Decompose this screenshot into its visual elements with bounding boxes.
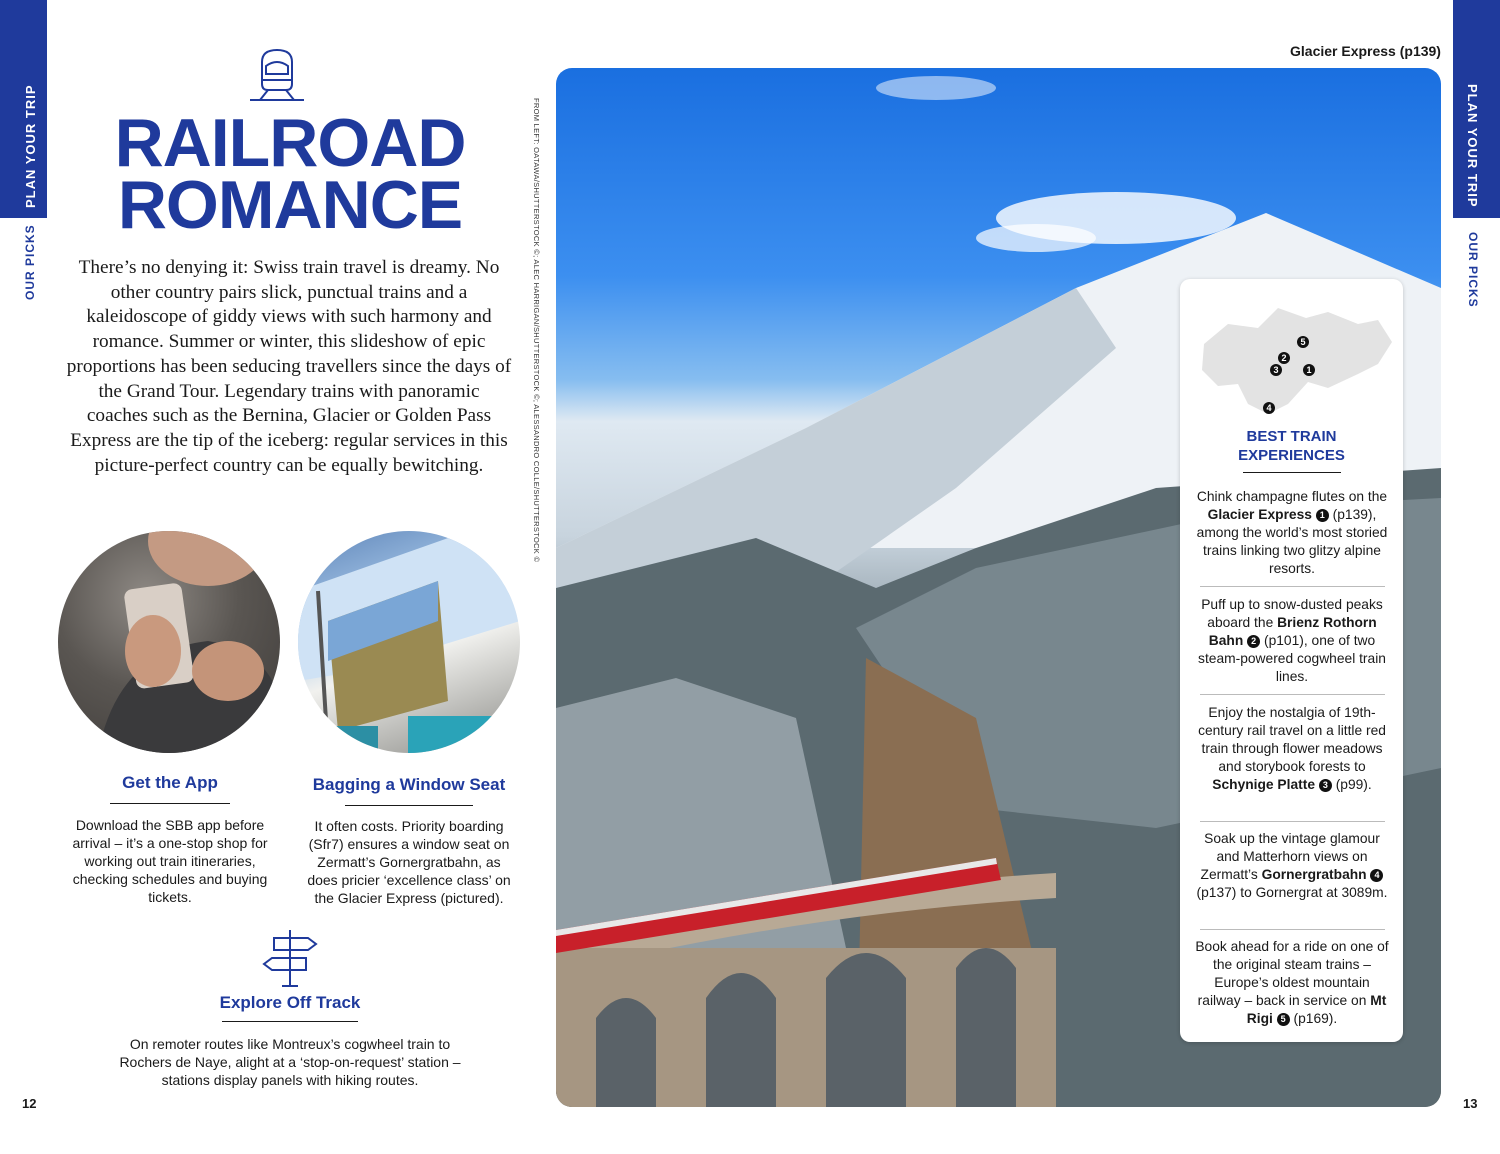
feature-heading-off-track: Explore Off Track: [219, 993, 361, 1012]
experience-item-5: Book ahead for a ride on one of the original steam trains – Europe’s oldest mountain railway – back in service on Mt Rigi 5 (p169).: [1195, 939, 1389, 1026]
experience-item-3: Enjoy the nostalgia of 19th-century rail travel on a little red train through flower meadows and storybook forests to Schynige Platte 3 (p99).: [1198, 705, 1386, 792]
item-separator: [1200, 821, 1385, 822]
feature-text-window-seat: It often costs. Priority boarding (Sfr7) ensures a window seat on Zermatt’s Gornergratbahn, as does pricier ‘excellence class’ on the Glacier Express (pictured).: [307, 818, 511, 906]
feature-text-off-track: On remoter routes like Montreux’s cogwheel train to Rochers de Naye, alight at a ‘stop-on-request’ station – stations display panels with hiking routes.: [119, 1036, 461, 1088]
map-marker-2: 2: [1281, 353, 1287, 363]
card-heading-line-2: EXPERIENCES: [1238, 447, 1345, 464]
card-heading-divider: [1243, 472, 1341, 473]
map-marker-4: 4: [1266, 403, 1272, 413]
switzerland-map: [1188, 294, 1396, 420]
section-label-left: OUR PICKS: [23, 224, 37, 300]
page-number-left: 12: [22, 1096, 37, 1111]
item-separator: [1200, 586, 1385, 587]
marker-2-icon: 2: [1247, 635, 1260, 648]
feature-divider: [345, 805, 473, 806]
photo-phone-user: [58, 531, 280, 753]
item-separator: [1200, 929, 1385, 930]
experience-item-2: Puff up to snow-dusted peaks aboard the Brienz Rothorn Bahn 2 (p101), one of two steam-powered cogwheel train lines.: [1198, 597, 1386, 684]
page-title: [60, 105, 520, 243]
card-heading: [1180, 427, 1403, 465]
feature-divider: [222, 1021, 358, 1022]
map-marker-1: 1: [1306, 365, 1312, 375]
train-icon: [248, 44, 306, 102]
page-number-right: 13: [1463, 1096, 1478, 1111]
item-separator: [1200, 694, 1385, 695]
title-line-2: ROMANCE: [117, 167, 463, 243]
photo-caption: Glacier Express (p139): [1290, 43, 1441, 59]
side-tab-left: [0, 0, 47, 218]
marker-5-icon: 5: [1277, 1013, 1290, 1026]
marker-1-icon: 1: [1316, 509, 1329, 522]
card-heading-line-1: BEST TRAIN: [1246, 428, 1337, 445]
feature-heading-window-seat: Bagging a Window Seat: [312, 775, 506, 794]
photo-panoramic-coach: [298, 531, 520, 753]
experience-item-4: Soak up the vintage glamour and Matterhorn views on Zermatt’s Gornergratbahn 4 (p137) to Gornergrat at 3089m.: [1196, 831, 1388, 900]
feature-text-app: Download the SBB app before arrival – it’s a one-stop shop for working out train itineraries, checking schedules and buying tickets.: [72, 817, 268, 905]
photo-credit: FROM LEFT: OATAWA/SHUTTERSTOCK ©; ALEC HARRIGAN/SHUTTERSTOCK ©; ALESSANDRO COLLE/SHUTTERSTOCK ©: [532, 98, 541, 563]
section-label-right: OUR PICKS: [1466, 232, 1480, 308]
marker-3-icon: 3: [1319, 779, 1332, 792]
marker-4-icon: 4: [1370, 869, 1383, 882]
intro-paragraph: There’s no denying it: Swiss train travel is dreamy. No other country pairs slick, punctual trains and a kaleidoscope of giddy views with such harmony and romance. Summer or winter, this slideshow of epic proportions has been seducing travellers since the days of the Grand Tour. Legendary trains with panoramic coaches such as the Bernina, Glacier or Golden Pass Express are the tip of the iceberg: regular services in this picture-perfect country can be equally bewitching.: [66, 257, 512, 476]
side-tab-label: PLAN YOUR TRIP: [23, 84, 38, 208]
map-marker-5: 5: [1300, 337, 1306, 347]
feature-divider: [110, 803, 230, 804]
signpost-icon: [262, 928, 318, 988]
feature-heading-app: Get the App: [122, 773, 218, 792]
experience-item-1: Chink champagne flutes on the Glacier Express 1 (p139), among the world’s most storied trains linking two glitzy alpine resorts.: [1196, 489, 1388, 576]
side-tab-label-right: PLAN YOUR TRIP: [1465, 84, 1480, 208]
title-line-1: RAILROAD: [114, 105, 466, 181]
map-marker-3: 3: [1273, 365, 1279, 375]
